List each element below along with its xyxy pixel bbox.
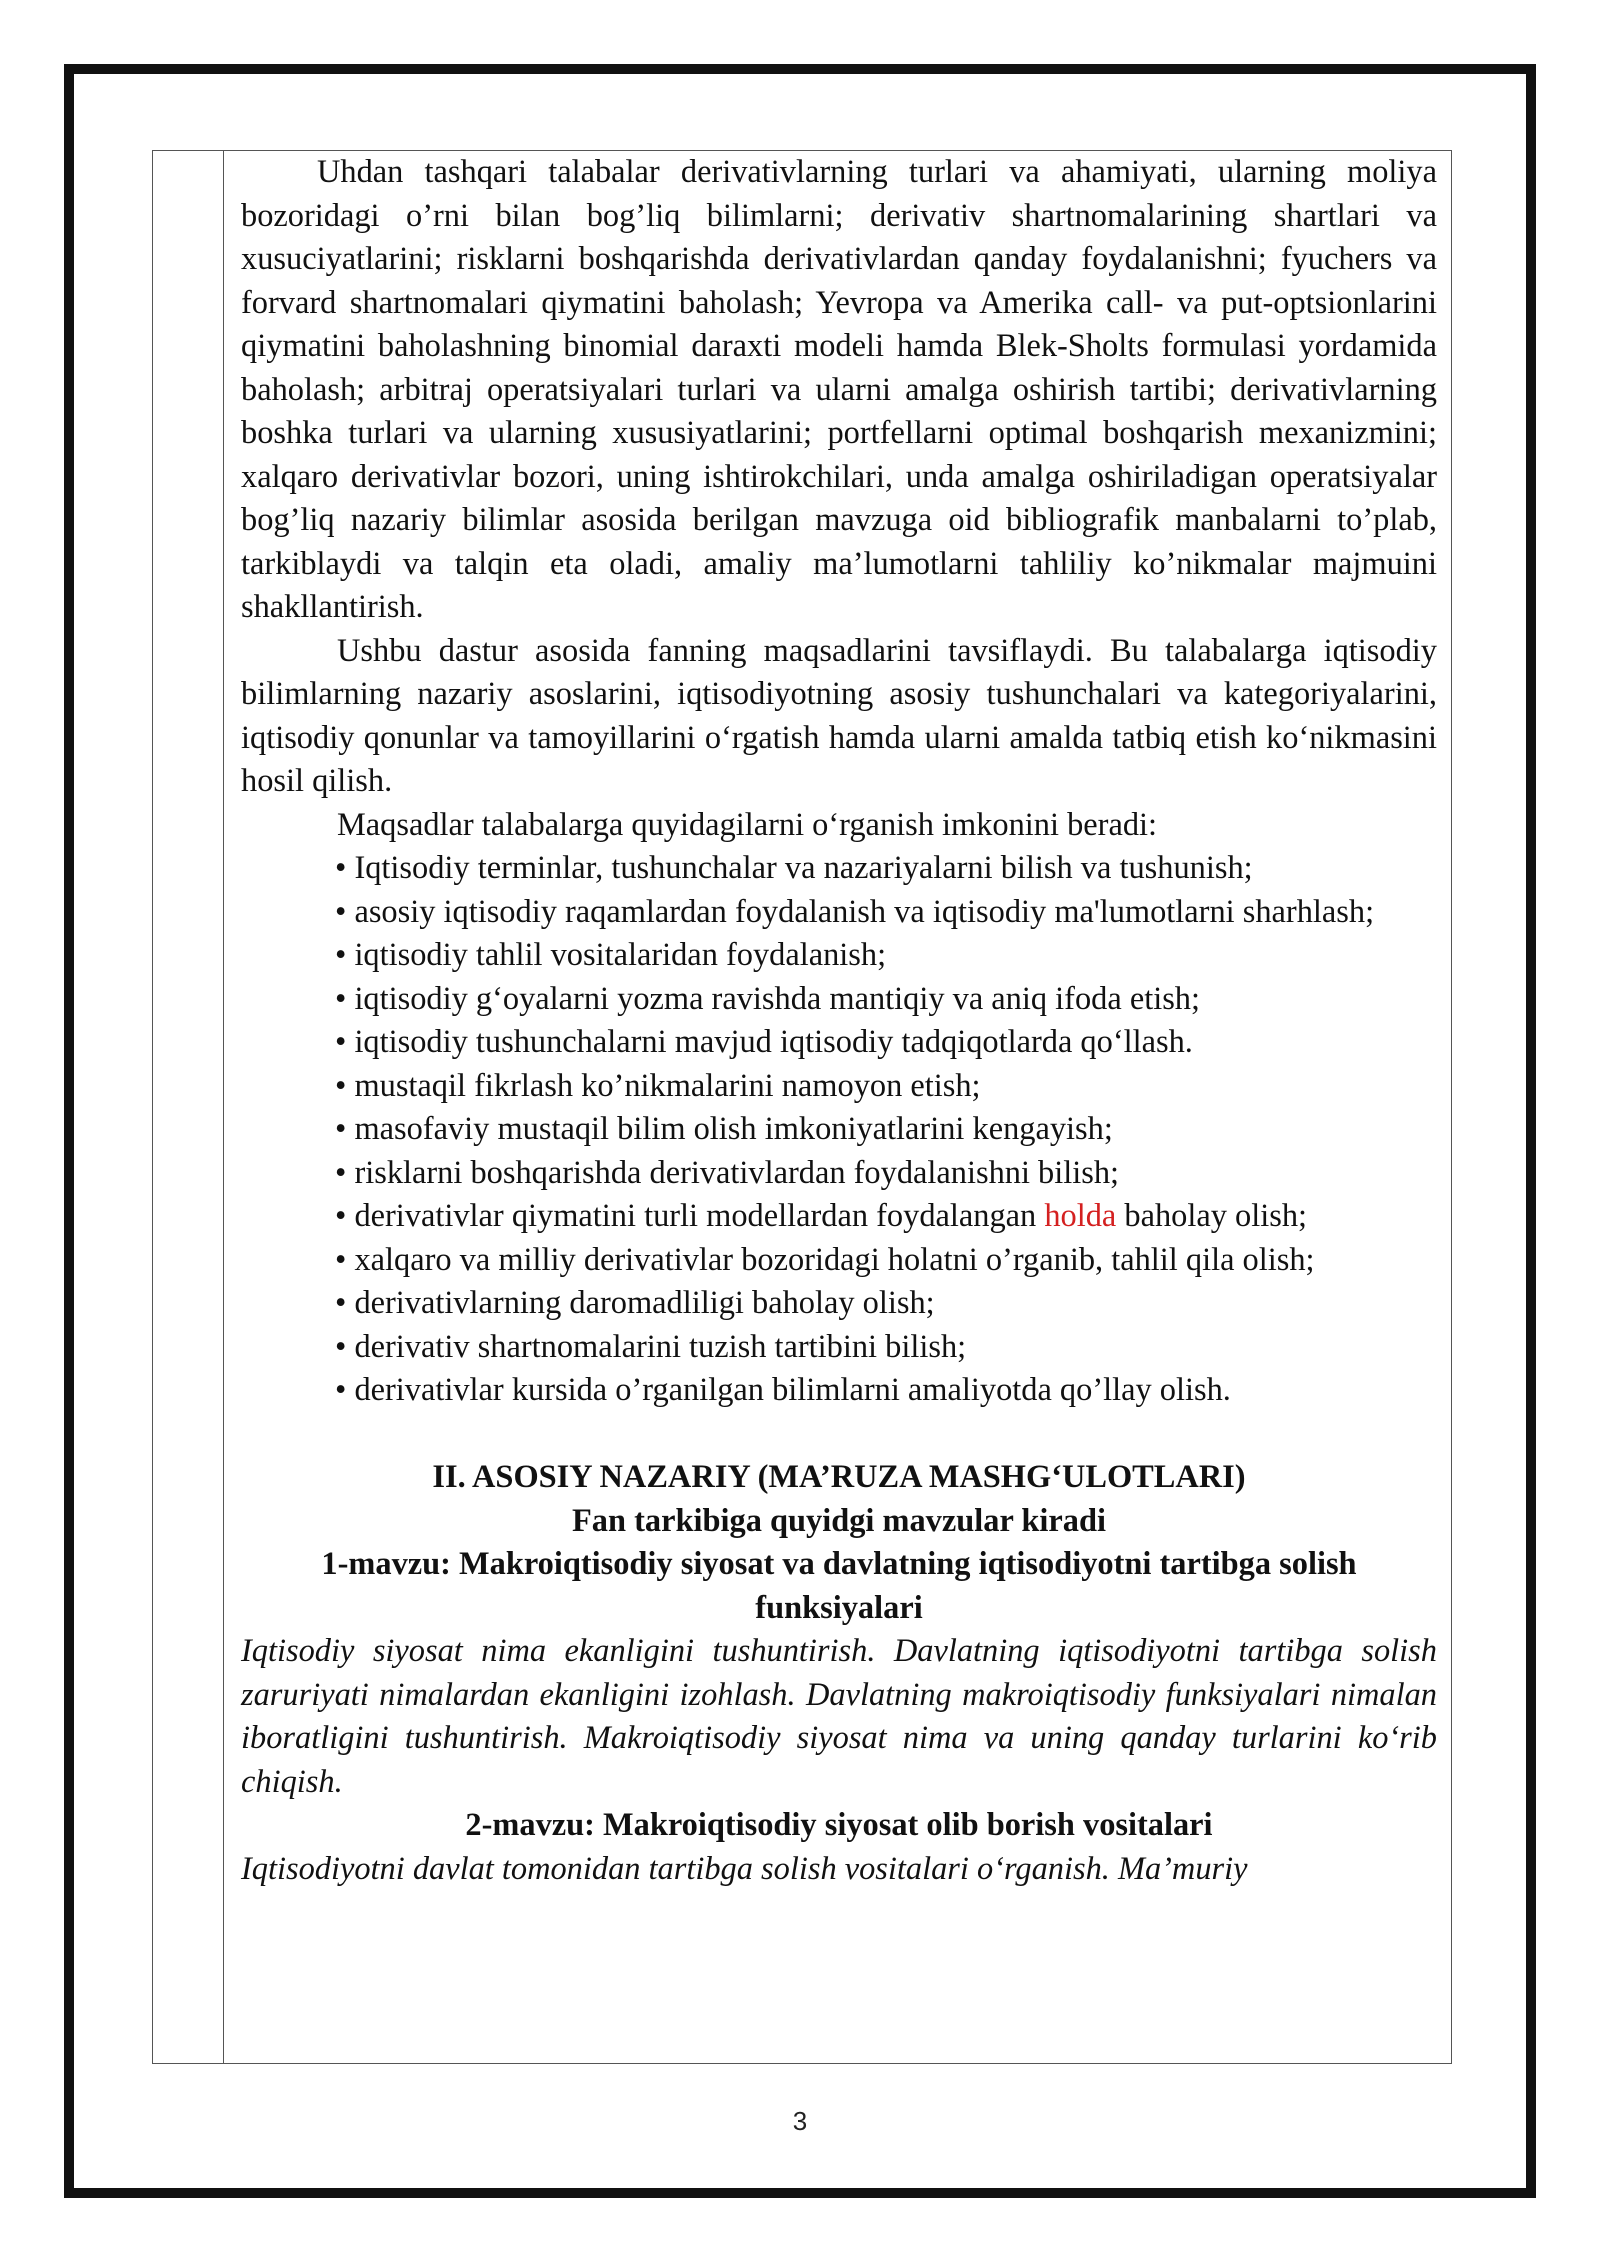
bullet-text: baholay olish;	[1116, 1198, 1308, 1234]
bullet-text: • derivativlar qiymatini turli modellardan foydalangan	[335, 1198, 1045, 1234]
spacer	[241, 1413, 1437, 1457]
bullet-item: • masofaviy mustaqil bilim olish imkoniyatlarini kengayish;	[335, 1111, 1113, 1147]
section-subtitle: Fan tarkibiga quyidgi mavzular kiradi	[572, 1502, 1106, 1539]
paragraph-3: Maqsadlar talabalarga quyidagilarni oʻrganish imkonini beradi:	[337, 806, 1158, 843]
topic-1-text: Iqtisodiy siyosat nima ekanligini tushuntirish. Davlatning iqtisodiyotni tartibga solish zaruriyati nimalardan ekanligini izohlash. Davlatning makroiqtisodiy funksiyalari nimalan iboratligini tushuntirish. Makroiqtisodiy siyosat nima va uning qanday turlarini koʻrib chiqish.	[241, 1633, 1437, 1800]
bullet-item: • xalqaro va milliy derivativlar bozoridagi holatni o’rganib, tahlil qila olish;	[335, 1241, 1315, 1278]
bullet-item: • iqtisodiy gʻoyalarni yozma ravishda mantiqiy va aniq ifoda etish;	[335, 980, 1200, 1017]
topic-1-title: 1-mavzu: Makroiqtisodiy siyosat va davlatning iqtisodiyotni tartibga solish funksiyalari	[321, 1546, 1357, 1626]
bullet-item: • mustaqil fikrlash ko’nikmalarini namoyon etish;	[335, 1067, 981, 1104]
highlighted-word: holda	[1044, 1198, 1117, 1234]
section-title: II. ASOSIY NAZARIY (MA’RUZA MASHGʻULOTLARI)	[432, 1459, 1246, 1495]
bullet-item: • risklarni boshqarishda derivativlardan foydalanishni bilish;	[335, 1154, 1120, 1191]
bullet-item: • iqtisodiy tushunchalarni mavjud iqtisodiy tadqiqotlarda qoʻllash.	[335, 1024, 1193, 1060]
bullet-item-highlighted	[241, 1195, 1437, 1239]
bullet-item: • Iqtisodiy terminlar, tushunchalar va nazariyalarni bilish va tushunish;	[335, 850, 1253, 886]
table-text-column	[241, 151, 1437, 1891]
bullet-item: • asosiy iqtisodiy raqamlardan foydalanish va iqtisodiy ma'lumotlarni sharhlash;	[335, 893, 1375, 930]
bullet-item: • derivativ shartnomalarini tuzish tartibini bilish;	[335, 1328, 967, 1365]
bullet-item: • derivativlar kursida o’rganilgan bilimlarni amaliyotda qo’llay olish.	[335, 1372, 1231, 1408]
bullet-item: • derivativlarning daromadliligi baholay olish;	[335, 1285, 935, 1321]
content-table	[152, 150, 1452, 2064]
page-number: 3	[792, 2106, 808, 2136]
topic-2-text: Iqtisodiyotni davlat tomonidan tartibga solish vositalari oʻrganish. Ma’muriy	[241, 1850, 1248, 1887]
paragraph-1: Uhdan tashqari talabalar derivativlarning turlari va ahamiyati, ularning moliya bozoridagi o’rni bilan bog’liq bilimlarni; derivativ shartnomalarining shartlari va xusuciyatlarini; risklarni boshqarishda derivativlardan qanday foydalanishni; fyuchers va forvard shartnomalari qiymatini baholash; Yevropa va Amerika call- va put-optsionlarini qiymatini baholashning binomial daraxti modeli hamda Blek-Sholts formulasi yordamida baholash; arbitraj operatsiyalari turlari va ularni amalga oshirish tartibi; derivativlarning boshka turlari va ularning xususiyatlarini; portfellarni optimal boshqarish mexanizmini; xalqaro derivativlar bozori, uning ishtirokchilari, unda amalga oshiriladigan operatsiyalar bog’liq nazariy bilimlar asosida berilgan mavzuga oid bibliografik manbalarni to’plab, tarkiblaydi va talqin eta oladi, amaliy ma’lumotlarni tahliliy ko’nikmalar majmuini shakllantirish.	[241, 154, 1437, 625]
bullet-item: • iqtisodiy tahlil vositalaridan foydalanish;	[335, 937, 887, 973]
paragraph-2: Ushbu dastur asosida fanning maqsadlarini tavsiflaydi. Bu talabalarga iqtisodiy bilimlarning nazariy asoslarini, iqtisodiyotning asosiy tushunchalari va kategoriyalarini, iqtisodiy qonunlar va tamoyillarini oʻrgatish hamda ularni amalda tatbiq etish koʻnikmasini hosil qilish.	[241, 632, 1437, 799]
table-left-column	[153, 151, 224, 2063]
topic-2-title: 2-mavzu: Makroiqtisodiy siyosat olib borish vositalari	[465, 1807, 1213, 1843]
